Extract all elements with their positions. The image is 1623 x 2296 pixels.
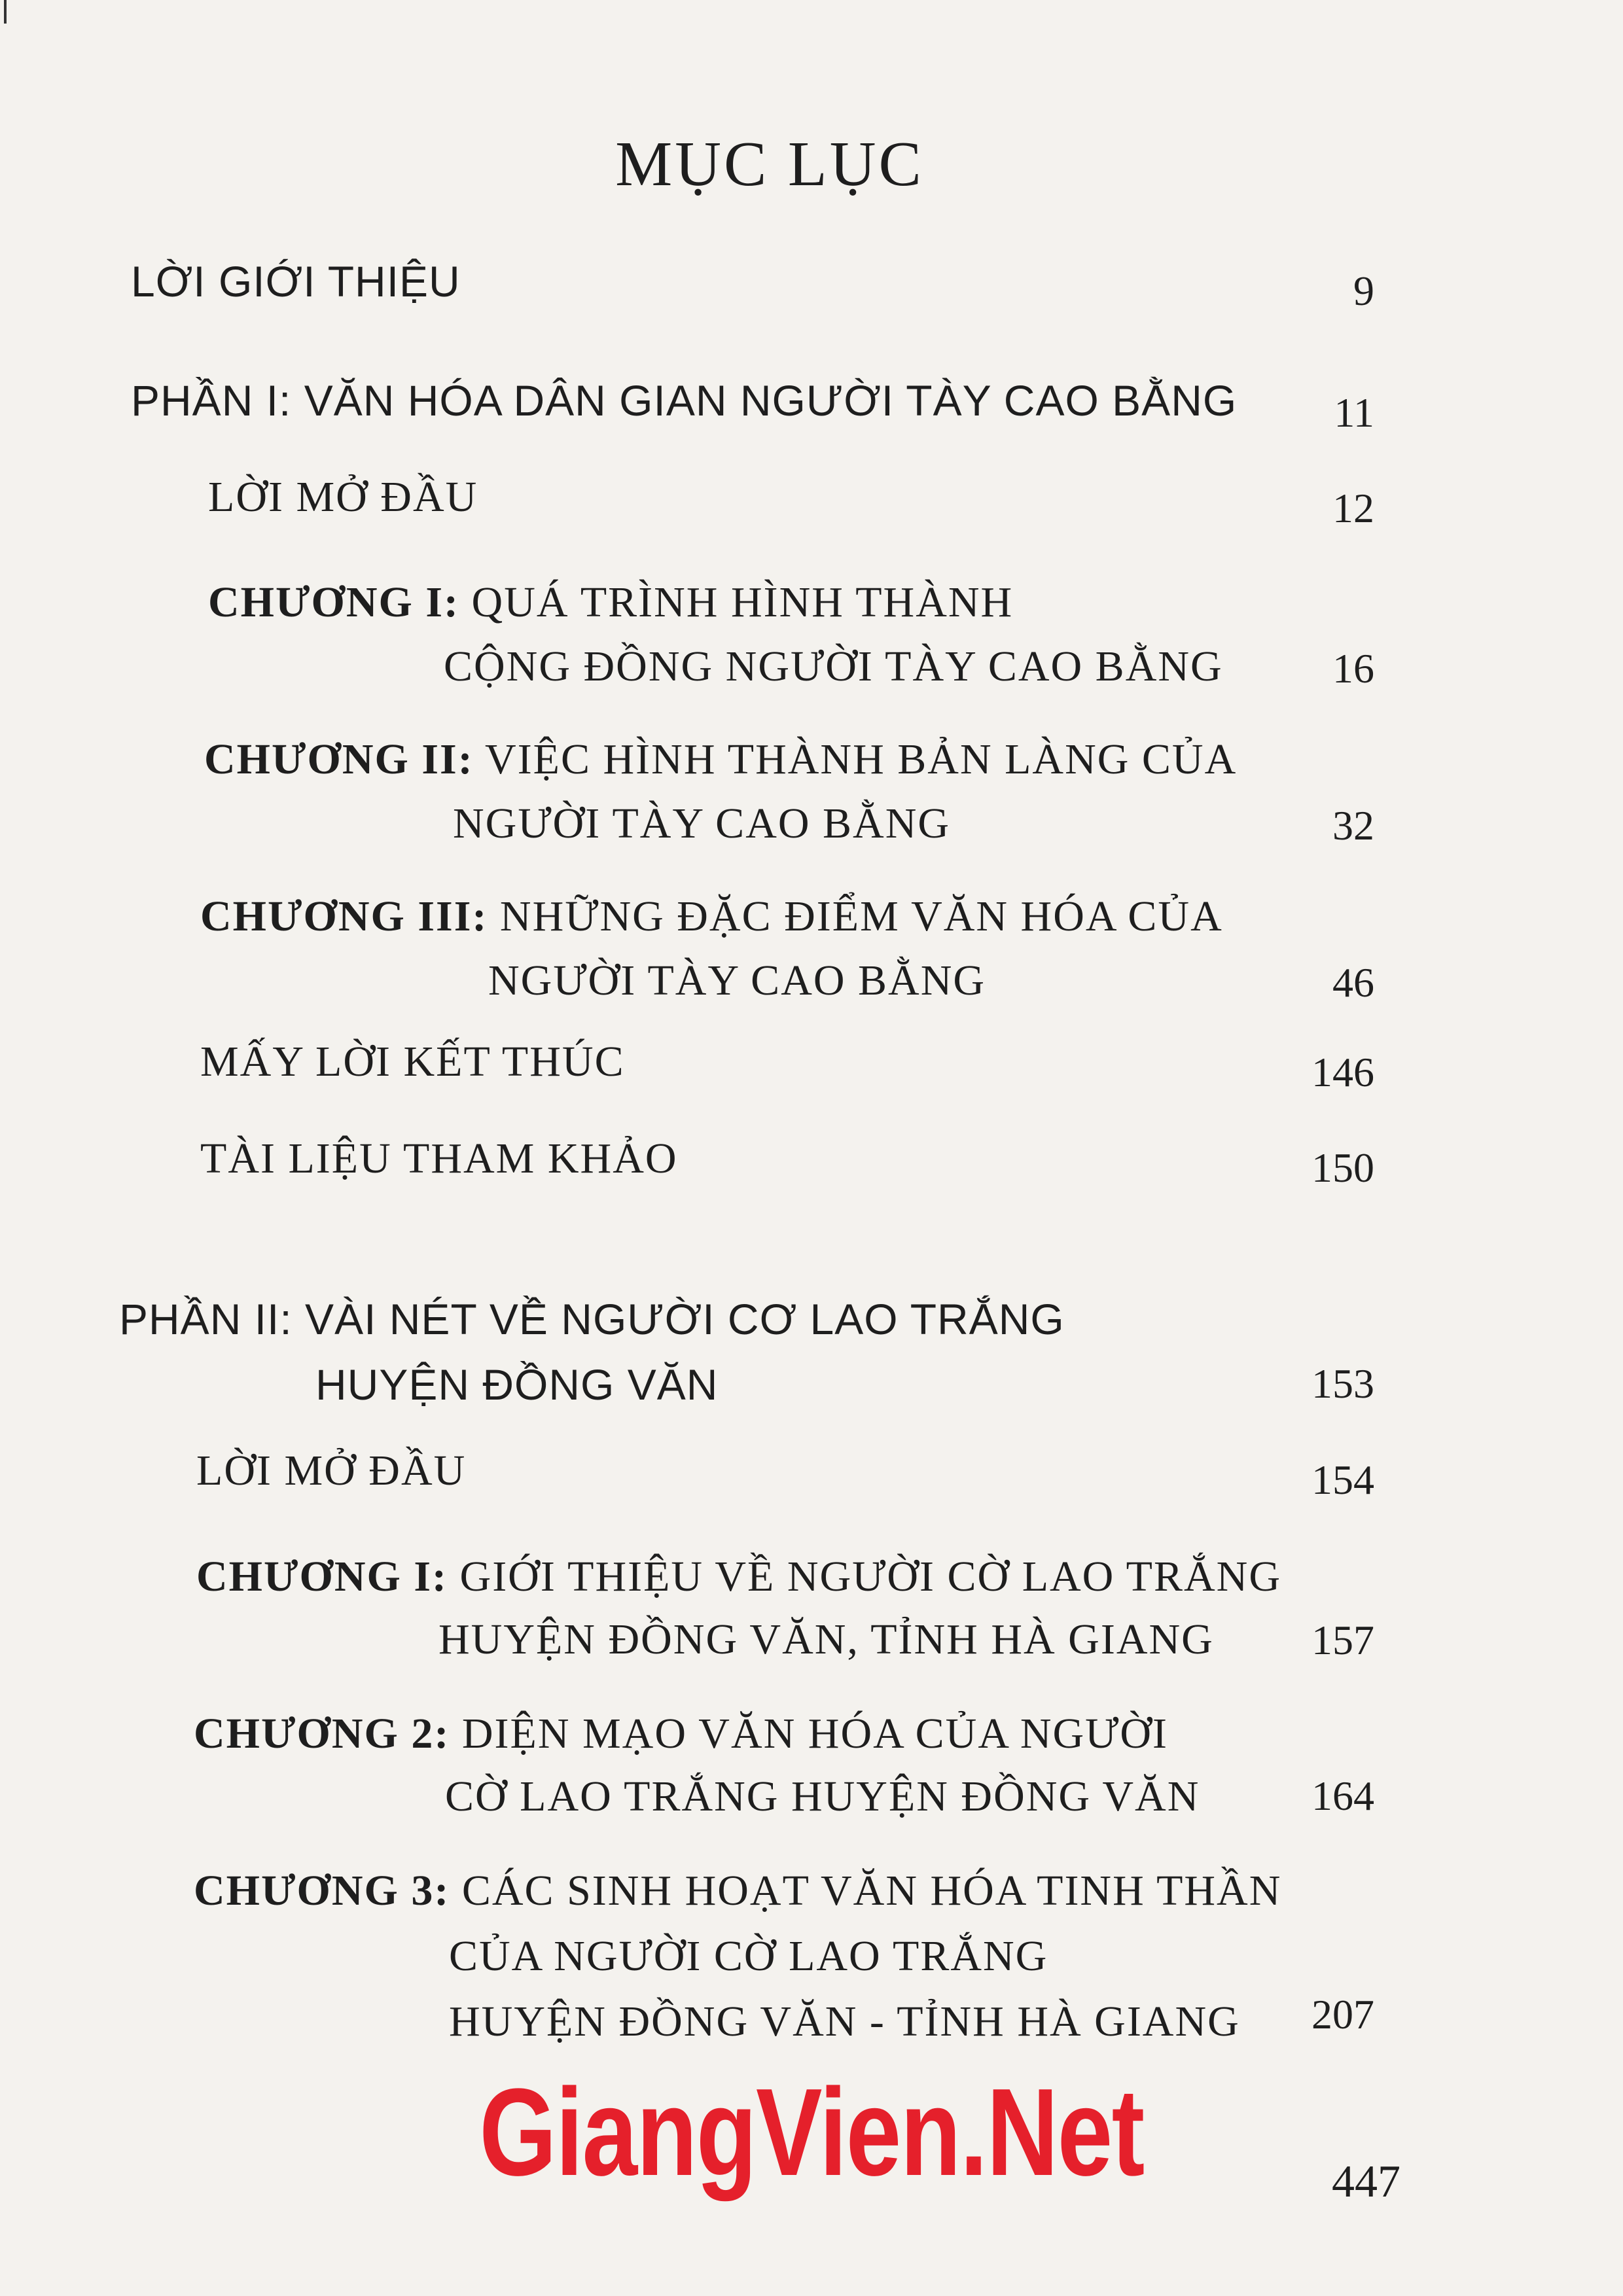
entry-label (194, 1703, 1200, 1828)
watermark-logo: GiangVien.Net (479, 2063, 1144, 2202)
entry-page-number: 46 (1332, 959, 1374, 1006)
entry-page-number: 32 (1332, 802, 1374, 849)
entry-label (196, 1446, 466, 1496)
entry-line: LỜI MỞ ĐẦU (196, 1447, 467, 1494)
entry-line: CHƯƠNG II: VIỆC HÌNH THÀNH BẢN LÀNG CỦA (204, 735, 1238, 783)
entry-label (119, 1286, 1065, 1417)
entry-label (200, 1134, 678, 1184)
page-folio-number: 447 (1332, 2157, 1400, 2207)
entry-label (200, 1037, 625, 1087)
entry-line: HUYỆN ĐỒNG VĂN - TỈNH HÀ GIANG (449, 1998, 1240, 2045)
entry-page-number: 157 (1311, 1617, 1374, 1663)
entry-line: LỜI MỞ ĐẦU (208, 473, 478, 521)
entry-line: NGƯỜI TÀY CAO BẰNG (488, 957, 986, 1004)
chapter-prefix: CHƯƠNG III: (200, 892, 488, 940)
entry-label (208, 472, 478, 522)
entry-page-number: 154 (1311, 1457, 1374, 1503)
entry-line: NGƯỜI TÀY CAO BẰNG (453, 800, 951, 847)
entry-line: CHƯƠNG I: GIỚI THIỆU VỀ NGƯỜI CỜ LAO TRẮNG (196, 1553, 1281, 1600)
entry-line: LỜI GIỚI THIỆU (131, 257, 461, 306)
entry-page-number: 12 (1332, 485, 1374, 531)
entry-page-number: 207 (1311, 1991, 1374, 2038)
page-title: MỤC LỤC (615, 129, 924, 200)
entry-page-number: 150 (1311, 1144, 1374, 1191)
entry-page-number: 164 (1311, 1773, 1374, 1819)
entry-line: CỘNG ĐỒNG NGƯỜI TÀY CAO BẰNG (444, 643, 1223, 690)
entry-line: HUYỆN ĐỒNG VĂN (315, 1360, 719, 1409)
entry-page-number: 9 (1353, 268, 1374, 314)
entry-label (200, 885, 1223, 1013)
entry-line: CỜ LAO TRẮNG HUYỆN ĐỒNG VĂN (445, 1773, 1200, 1820)
entry-line: CỦA NGƯỜI CỜ LAO TRẮNG (449, 1932, 1048, 1980)
entry-label (131, 376, 1237, 425)
entry-line: MẤY LỜI KẾT THÚC (200, 1038, 625, 1086)
entry-line: CHƯƠNG 2: DIỆN MẠO VĂN HÓA CỦA NGƯỜI (194, 1710, 1169, 1757)
entry-line: HUYỆN ĐỒNG VĂN, TỈNH HÀ GIANG (438, 1616, 1214, 1663)
entry-line: CHƯƠNG 3: CÁC SINH HOẠT VĂN HÓA TINH THẦN (194, 1867, 1282, 1915)
entry-page-number: 16 (1332, 645, 1374, 692)
entry-page-number: 11 (1334, 389, 1374, 436)
scan-edge-mark (4, 0, 7, 24)
chapter-prefix: CHƯƠNG 2: (194, 1710, 450, 1757)
chapter-prefix: CHƯƠNG I: (208, 578, 460, 626)
entry-page-number: 153 (1311, 1360, 1374, 1407)
entry-label (208, 571, 1223, 699)
entry-label (194, 1858, 1281, 2055)
entry-label (196, 1545, 1281, 1671)
entry-line: PHẦN I: VĂN HÓA DÂN GIAN NGƯỜI TÀY CAO BẰNG (131, 376, 1238, 425)
entry-line: CHƯƠNG III: NHỮNG ĐẶC ĐIỂM VĂN HÓA CỦA (200, 892, 1223, 940)
entry-line: TÀI LIỆU THAM KHẢO (200, 1135, 678, 1182)
chapter-prefix: CHƯƠNG II: (204, 735, 474, 783)
entry-line: CHƯƠNG I: QUÁ TRÌNH HÌNH THÀNH (208, 578, 1014, 626)
entry-line: PHẦN II: VÀI NÉT VỀ NGƯỜI CƠ LAO TRẮNG (119, 1295, 1065, 1343)
entry-page-number: 146 (1311, 1049, 1374, 1095)
entry-label (131, 256, 461, 306)
chapter-prefix: CHƯƠNG I: (196, 1553, 448, 1600)
chapter-prefix: CHƯƠNG 3: (194, 1867, 450, 1915)
entry-label (204, 728, 1237, 856)
